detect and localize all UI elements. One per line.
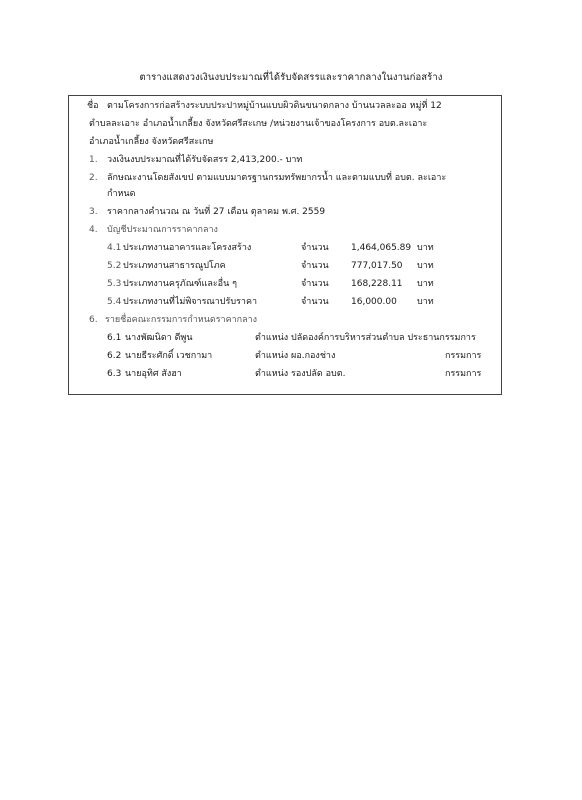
header-label: ชื่อ: [87, 101, 99, 111]
breakdown-id: 5.2: [107, 261, 122, 271]
breakdown-qty-label: จำนวน: [301, 261, 329, 271]
breakdown-label: ประเภทงานครุภัณฑ์และอื่น ๆ: [123, 279, 237, 289]
breakdown-id: 5.3: [107, 279, 122, 289]
committee-heading: รายชื่อคณะกรรมการกำหนดราคากลาง: [105, 315, 258, 325]
committee-id: 6.1: [107, 333, 122, 343]
committee-name: นายธีระศักดิ์ เวชกามา: [125, 351, 213, 361]
item-1-text: วงเงินงบประมาณที่ได้รับจัดสรร 2,413,200.- บาท: [107, 155, 303, 165]
committee-position: ตำแหน่ง ผอ.กองช่าง: [255, 351, 336, 361]
header-line-1: ตามโครงการก่อสร้างระบบประปาหมู่บ้านแบบผิวดินขนาดกลาง บ้านนวลละออ หมู่ที่ 12: [107, 101, 442, 111]
item-1-number: 1.: [89, 155, 98, 165]
breakdown-qty-label: จำนวน: [301, 297, 329, 307]
breakdown-unit: บาท: [417, 297, 434, 307]
breakdown-unit: บาท: [417, 261, 434, 271]
committee-role: กรรมการ: [445, 351, 482, 361]
page-title: ตารางแสดงวงเงินงบประมาณที่ได้รับจัดสรรและราคากลางในงานก่อสร้าง: [139, 72, 443, 83]
committee-position: ตำแหน่ง ปลัดองค์การบริหารส่วนตำบล ประธานกรรมการ: [255, 333, 476, 343]
breakdown-amount: 1,464,065.89: [351, 243, 412, 253]
committee-number: 6.: [89, 315, 98, 325]
item-4-number: 4.: [89, 225, 98, 235]
breakdown-unit: บาท: [417, 279, 434, 289]
committee-role: กรรมการ: [445, 369, 482, 379]
breakdown-id: 5.4: [107, 297, 122, 307]
breakdown-id: 4.1: [107, 243, 122, 253]
committee-name: นายอุทิศ สังฮา: [125, 369, 182, 379]
committee-name: นางพัฒนิดา ดีพูน: [125, 333, 193, 343]
committee-id: 6.2: [107, 351, 122, 361]
breakdown-amount: 777,017.50: [351, 261, 403, 271]
item-2-text-cont: กำหนด: [107, 189, 136, 199]
header-line-2: ตำบลละเอาะ อำเภอน้ำเกลี้ยง จังหวัดศรีสะเกษ /หน่วยงานเจ้าของโครงการ อบต.ละเอาะ: [89, 119, 428, 129]
breakdown-label: ประเภทงานอาคารและโครงสร้าง: [123, 243, 252, 253]
breakdown-qty-label: จำนวน: [301, 243, 329, 253]
breakdown-qty-label: จำนวน: [301, 279, 329, 289]
breakdown-label: ประเภทงานที่ไม่พิจารณาปรับราคา: [123, 297, 258, 307]
committee-position: ตำแหน่ง รองปลัด อบต.: [255, 369, 346, 379]
header-line-3: อำเภอน้ำเกลี้ยง จังหวัดศรีสะเกษ: [89, 137, 214, 147]
breakdown-amount: 168,228.11: [351, 279, 403, 289]
item-4-text: บัญชีประมาณการราคากลาง: [107, 225, 218, 235]
item-2-number: 2.: [89, 173, 98, 183]
breakdown-unit: บาท: [417, 243, 434, 253]
committee-id: 6.3: [107, 369, 122, 379]
item-3-number: 3.: [89, 207, 98, 217]
item-2-text: ลักษณะงานโดยสังเขป ตามแบบมาตรฐานกรมทรัพยากรน้ำ และตามแบบที่ อบต. ละเอาะ: [107, 173, 447, 183]
breakdown-amount: 16,000.00: [351, 297, 397, 307]
budget-info-box: [68, 95, 502, 395]
item-3-text: ราคากลางคำนวณ ณ วันที่ 27 เดือน ตุลาคม พ.ศ. 2559: [107, 207, 326, 217]
breakdown-label: ประเภทงานสาธารณูปโภค: [123, 261, 226, 271]
